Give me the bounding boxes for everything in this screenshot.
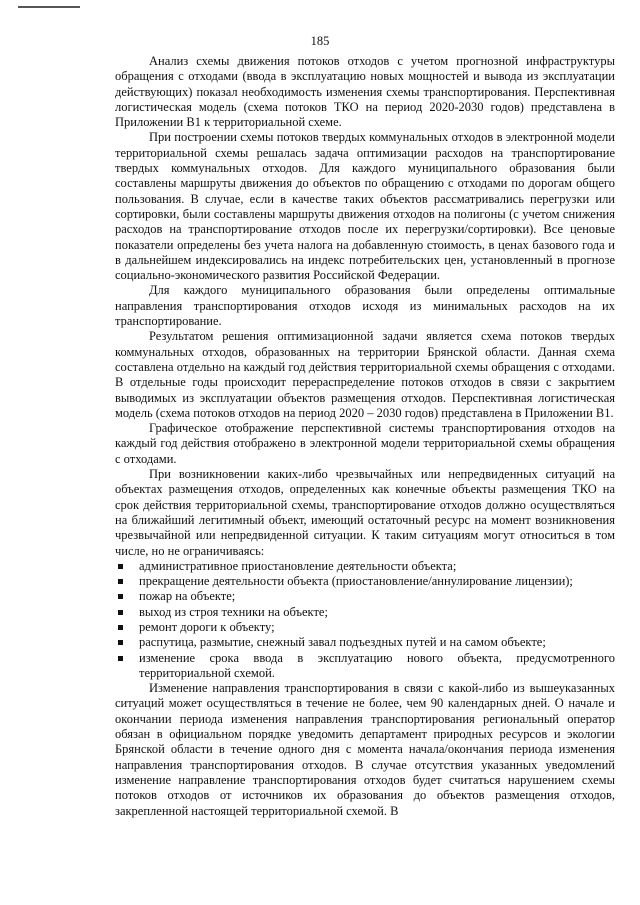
paragraph-graphic-display: Графическое отображение перспективной системы транспортирования отходов на каждый год действия отображено в электронной модели территориальной схемы обращения с отходами. xyxy=(115,421,615,466)
list-item xyxy=(115,589,615,604)
list-item-text: пожар на объекте; xyxy=(139,589,236,604)
list-item xyxy=(115,605,615,620)
paragraph-optimization-result: Результатом решения оптимизационной задачи является схема потоков твердых коммунальных отходов, образованных на территории Брянской области. Данная схема составлена отдельно на каждый год действия территориальной схемы обращения с отходами. В отдельные годы происходит перераспределение потоков отходов в связи с закрытием выводимых из эксплуатации объектов размещения отходов. Перспективная логистическая модель (схема потоков отходов на период 2020 – 2030 годов) представлена в Приложении В1. xyxy=(115,329,615,420)
list-item-text: ремонт дороги к объекту; xyxy=(139,619,275,634)
list-item-text: административное приостановление деятельности объекта; xyxy=(139,558,457,573)
list-item-text: выход из строя техники на объекте; xyxy=(139,604,328,619)
list-item xyxy=(115,620,615,635)
list-item xyxy=(115,635,615,650)
paragraph-optimal-directions: Для каждого муниципального образования были определены оптимальные направления транспортирования отходов исходя из минимальных расходов на их транспортирование. xyxy=(115,283,615,329)
square-bullet-icon xyxy=(118,625,123,630)
page-number: 185 xyxy=(310,34,330,48)
top-edge-rule xyxy=(18,6,80,8)
square-bullet-icon xyxy=(118,579,123,584)
square-bullet-icon xyxy=(118,640,123,645)
square-bullet-icon xyxy=(118,564,123,569)
list-item-text: изменение срока ввода в эксплуатацию нового объекта, предусмотренного территориальной схемой. xyxy=(139,650,615,680)
paragraph-logistics-analysis: Анализ схемы движения потоков отходов с учетом прогнозной инфраструктуры обращения с отходами (ввода в эксплуатацию новых мощностей и вывода из эксплуатации действующих) показал необходимость изменения схемы транспортирования. Перспективная логистическая модель (схема потоков ТКО на период 2020-2030 годов) представлена в Приложении В1 к территориальной схеме. xyxy=(115,54,615,130)
list-item-text: прекращение деятельности объекта (приостановление/аннулирование лицензии); xyxy=(139,574,573,589)
emergency-situations-list xyxy=(115,559,615,681)
list-item xyxy=(115,574,615,589)
list-item xyxy=(115,651,615,682)
list-item xyxy=(115,559,615,574)
paragraph-emergency-situations: При возникновении каких-либо чрезвычайных или непредвиденных ситуаций на объектах размещения отходов, определенных как конечные объекты размещения ТКО на срок действия территориальной схемы, транспортирование отходов должно осуществляться на ближайший легитимный объект, имеющий остаточный ресурс на момент возникновения чрезвычайной или непредвиденной ситуации. К таким ситуациям могут относиться в том числе, но не ограничиваясь: xyxy=(115,467,615,558)
square-bullet-icon xyxy=(118,656,123,661)
paragraph-flow-scheme-construction: При построении схемы потоков твердых коммунальных отходов в электронной модели территориальной схемы решалась задача оптимизации расходов на транспортирование твердых коммунальных отходов. Для каждого муниципального образования были составлены маршруты движения до объектов по обращению с отходами по дорогам общего пользования. В случае, если в качестве таких объектов рассматривались перегрузки или сортировки, были составлены маршруты движения отходов на полигоны (с учетом снижения расходов на транспортирование отходов после их перегрузки/сортировки). Все ценовые показатели определены без учета налога на добавленную стоимость, в ценах базового года и в дальнейшем индексировались на индекс потребительских цен, установленный в прогнозе социально-экономического развития Российской Федерации. xyxy=(115,130,615,283)
page-body xyxy=(115,54,615,819)
list-item-text: распутица, размытие, снежный завал подъездных путей и на самом объекте; xyxy=(139,635,546,650)
square-bullet-icon xyxy=(118,610,123,615)
square-bullet-icon xyxy=(118,594,123,599)
paragraph-direction-change-procedure: Изменение направления транспортирования в связи с какой-либо из вышеуказанных ситуаций может осуществляться в течение не более, чем 90 календарных дней. О начале и окончании периода изменения направления транспортирования региональный оператор обязан в официальном порядке уведомить департамент природных ресурсов и экологии Брянской области в течение одного дня с момента начала/окончания периода изменения направления транспортирования отходов. В случае отсутствия указанных уведомлений изменение направление транспортирования отходов будет считаться нарушением схемы потоков отходов от источников их образования до объектов размещения отходов, закрепленной настоящей территориальной схемой. В xyxy=(115,681,615,818)
